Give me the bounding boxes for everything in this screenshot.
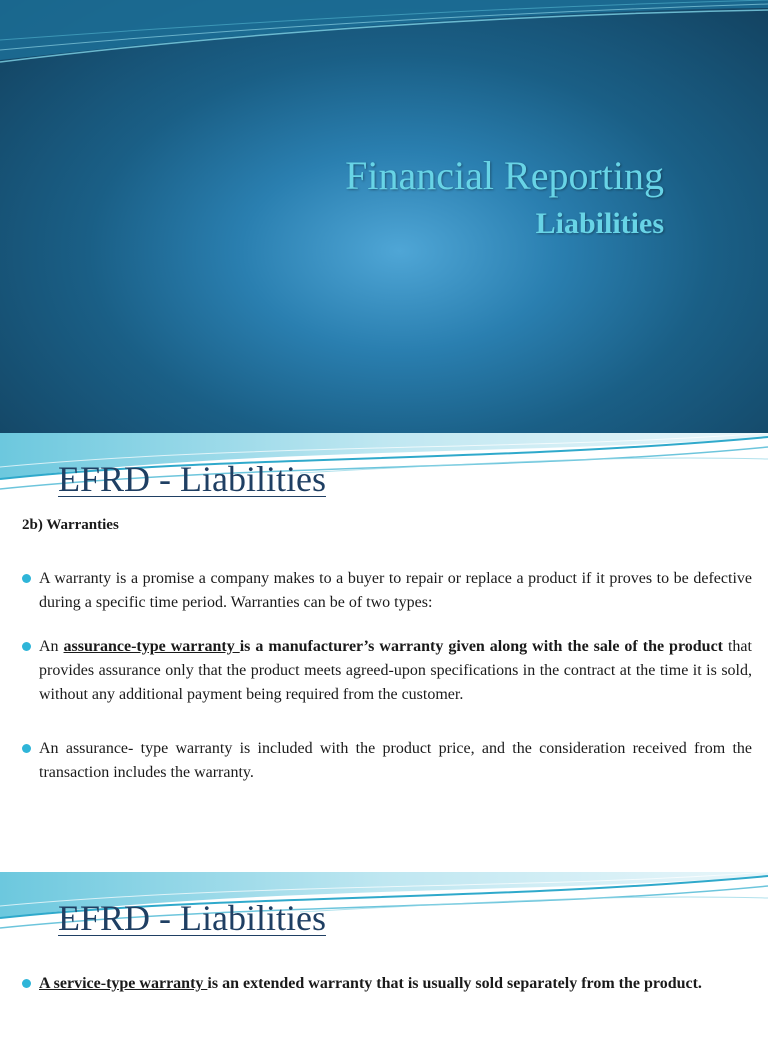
term-service-type-warranty: A service-type warranty (39, 975, 208, 992)
bullet-icon (22, 979, 31, 988)
bullet-service-type: A service-type warranty is an extended warranty that is usually sold separately from the product. (22, 972, 752, 996)
slide-title: EFRD - Liabilities (58, 898, 326, 938)
presentation-subtitle: Liabilities (535, 207, 664, 240)
title-slide (0, 0, 768, 433)
bullet-assurance-type: An assurance-type warranty is a manufacturer’s warranty given along with the sale of the product that provides assurance only that the product meets agreed-upon specifications in the contract at the time it is sold, without any additional payment being required from the customer. (22, 635, 752, 707)
term-assurance-type-warranty: assurance-type warranty (63, 638, 240, 655)
content-slide-service-type (0, 872, 768, 1058)
wave-decoration (0, 0, 768, 80)
slide-gap (0, 838, 768, 872)
slide-body (22, 513, 752, 785)
bullet-icon (22, 642, 31, 651)
bullet-icon (22, 744, 31, 753)
bullet-warranty-definition: A warranty is a promise a company makes to a buyer to repair or replace a product if it proves to be defective during a specific time period. Warranties can be of two types: (22, 567, 752, 615)
section-subhead: 2b) Warranties (22, 517, 119, 533)
presentation-title: Financial Reporting (345, 153, 664, 198)
bullet-assurance-included: An assurance- type warranty is included with the product price, and the consideration received from the transaction includes the warranty. (22, 737, 752, 785)
slide-title: EFRD - Liabilities (58, 459, 326, 499)
bullet-icon (22, 574, 31, 583)
content-slide-warranties (0, 433, 768, 838)
slide-body (22, 972, 752, 996)
